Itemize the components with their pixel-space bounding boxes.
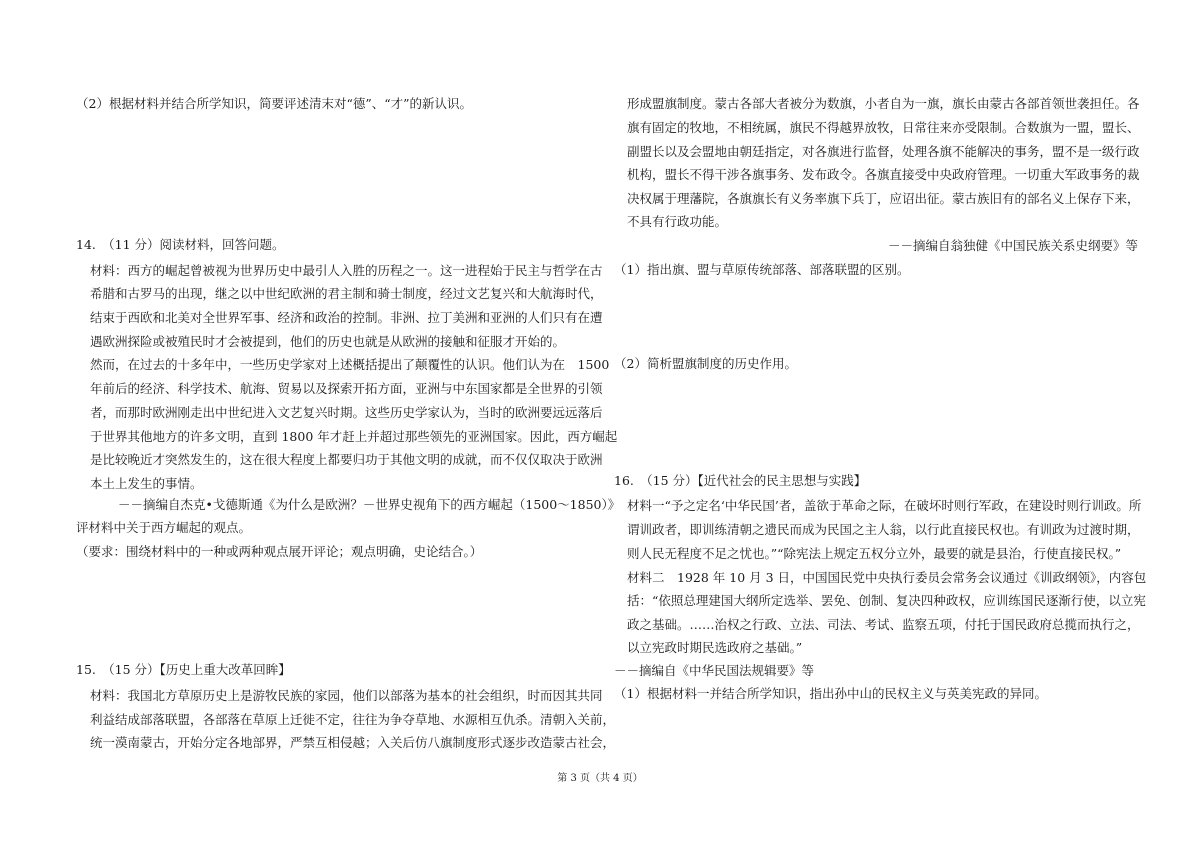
page-footer: 第 3 页（共 4 页） <box>557 773 643 784</box>
q14-material-line: 于世界其他地方的许多文明，直到 1800 年才赶上并超过那些领先的亚洲国家。因此，西方崛起 <box>90 429 618 444</box>
q15-material-line: 机构，盟长不得干涉各旗事务、发布政令。各旗直接受中央政府管理。一切重大军政事务的裁 <box>627 167 1140 182</box>
q14-requirement: （要求：围绕材料中的一种或两种观点展开评论；观点明确，史论结合。） <box>76 544 483 559</box>
q15-material-line: 不具有行政功能。 <box>627 214 728 229</box>
q14-material-line: 者，而那时欧洲刚走出中世纪进入文艺复兴时期。这些历史学家认为，当时的欧洲要远远落后 <box>90 405 603 420</box>
q15-material-line: 统一漠南蒙古，开始分定各地部界，严禁互相侵越；入关后仿八旗制度形式逐步改造蒙古社会， <box>90 735 616 750</box>
q15-material-line: 副盟长以及会盟地由朝廷指定，对各旗进行监督，处理各旗不能解决的事务，盟不是一级行政 <box>627 144 1140 159</box>
q14-source: －－摘编自杰克•戈德斯通《为什么是欧洲？－世界史视角下的西方崛起（1500～1850）》 <box>118 497 621 512</box>
q14-material-line: 年前后的经济、科学技术、航海、贸易以及探索开拓方面，亚洲与中东国家都是全世界的引领 <box>90 381 603 396</box>
q15-material-line: 决权属于理藩院，各旗旗长有义务率旗下兵丁，应诏出征。蒙古族旧有的部名义上保存下来， <box>627 191 1140 206</box>
q16-material-line: 则人民无程度不足之忧也。”“除宪法上规定五权分立外，最要的就是县治，行使直接民权。” <box>627 546 1122 561</box>
q14-material-line: 希腊和古罗马的出现，继之以中世纪欧洲的君主制和骑士制度，经过文艺复兴和大航海时代， <box>90 286 603 301</box>
q16-source: －－摘编自《中华民国法规辑要》等 <box>614 663 815 678</box>
q16-material-line: 材料二 1928 年 10 月 3 日，中国国民党中央执行委员会常务会议通过《训政纲领》，内容包 <box>627 570 1147 585</box>
q15-sub-question-2: （2）简析盟旗制度的历史作用。 <box>614 356 797 371</box>
q14-question: 评材料中关于西方崛起的观点。 <box>76 520 252 535</box>
q14-material-line: 本土上发生的事情。 <box>90 476 203 491</box>
q15-sub-question-1: （1）指出旗、盟与草原传统部落、部落联盟的区别。 <box>614 262 910 277</box>
q14-material-line: 然而，在过去的十多年中，一些历史学家对上述概括提出了颠覆性的认识。他们认为在 1500 <box>90 357 610 372</box>
q16-sub-question-1: （1）根据材料一并结合所学知识，指出孙中山的民权主义与英美宪政的异同。 <box>614 686 1047 701</box>
q16-header: 16. （15 分）【近代社会的民主思想与实践】 <box>614 473 867 488</box>
q14-material-line: 结束于西欧和北美对全世界军事、经济和政治的控制。非洲、拉丁美洲和亚洲的人们只有在遭 <box>90 310 603 325</box>
q15-header: 15. （15 分）【历史上重大改革回眸】 <box>76 662 291 677</box>
q15-source: －－摘编自翁独健《中国民族关系史纲要》等 <box>888 238 1139 253</box>
q16-material-line: 政之基础。……治权之行政、立法、司法、考试、监察五项，付托于国民政府总揽而执行之， <box>627 617 1140 632</box>
q16-material-line: 谓训政者，即训练清朝之遗民而成为民国之主人翁，以行此直接民权也。有训政为过渡时期， <box>627 522 1140 537</box>
q13-sub-question-2: （2）根据材料并结合所学知识，简要评述清末对“德”、“才”的新认识。 <box>76 96 473 111</box>
q15-material-line: 旗有固定的牧地，不相统属，旗民不得越界放牧，日常往来亦受限制。合数旗为一盟，盟长、 <box>627 120 1140 135</box>
q14-material-line: 是比较晚近才突然发生的，这在很大程度上都要归功于其他文明的成就，而不仅仅取决于欧洲 <box>90 452 603 467</box>
q16-material-line: 材料一“予之定名‘中华民国’者，盖欲于革命之际，在破坏时则行军政，在建设时则行训政。所 <box>627 498 1142 513</box>
q15-material-line: 利益结成部落联盟，各部落在草原上迁徙不定，往往为争夺草地、水源相互仇杀。清朝入关前， <box>90 712 616 727</box>
q14-material-line: 材料：西方的崛起曾被视为世界历史中最引人入胜的历程之一。这一进程始于民主与哲学在古 <box>90 263 603 278</box>
q15-material-line: 材料：我国北方草原历史上是游牧民族的家园，他们以部落为基本的社会组织，时而因其共同 <box>90 688 603 703</box>
q14-header: 14. （11 分）阅读材料，回答问题。 <box>76 237 285 252</box>
q16-material-line: 括：“依照总理建国大纲所定选举、罢免、创制、复决四种政权，应训练国民逐渐行使，以立宪 <box>627 593 1146 608</box>
q14-material-line: 遇欧洲探险或被殖民时才会被提到，他们的历史也就是从欧洲的接触和征服才开始的。 <box>90 334 566 349</box>
q15-material-line: 形成盟旗制度。蒙古各部大者被分为数旗，小者自为一旗，旗长由蒙古各部首领世袭担任。各 <box>627 96 1140 111</box>
q16-material-line: 以立宪政时期民选政府之基础。” <box>627 640 803 655</box>
